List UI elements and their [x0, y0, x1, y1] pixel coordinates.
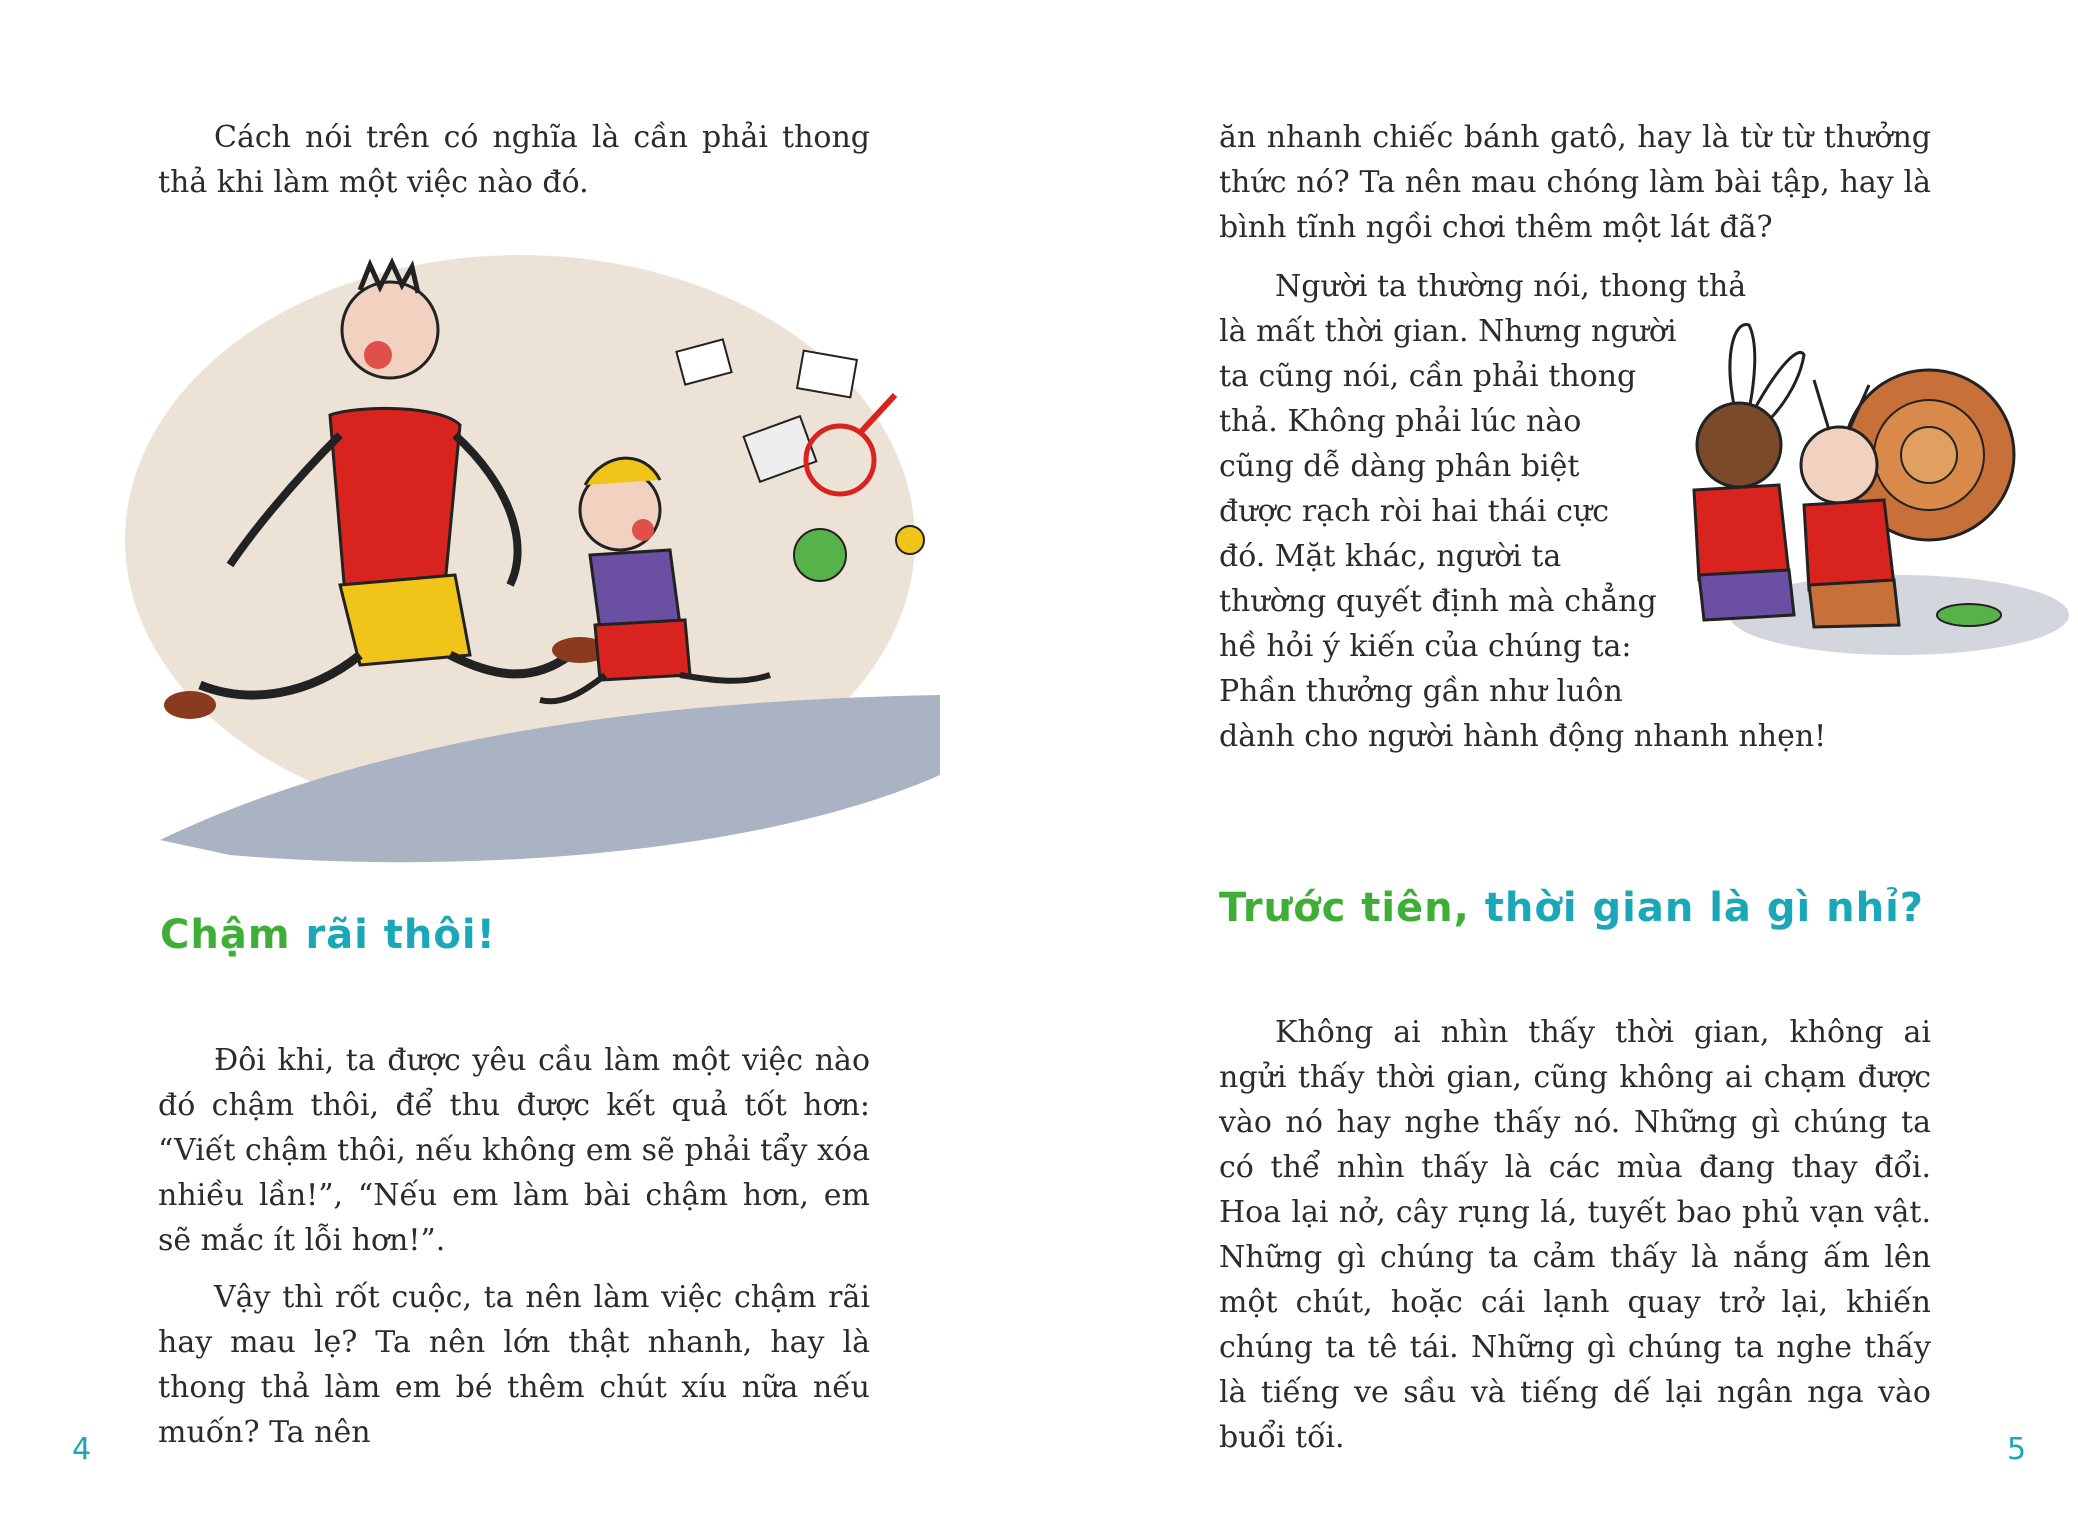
boy-shirt — [590, 550, 680, 630]
intro-paragraph: Cách nói trên có nghĩa là cần phải thong thả khi làm một việc nào đó. — [158, 120, 870, 200]
wrapped-line: là mất thời gian. Nhưng người — [1219, 314, 1677, 349]
wrapped-line: đó. Mặt khác, người ta — [1219, 539, 1562, 574]
intro-text-block — [158, 115, 870, 217]
wrapped-line: Người ta thường nói, thong thả — [1275, 269, 1747, 304]
page-number-right: 5 — [2007, 1432, 2027, 1467]
heading-tail-words: thời gian là gì nhỉ? — [1469, 885, 1924, 931]
flying-paper-2 — [797, 351, 857, 398]
flying-ball — [794, 529, 846, 581]
snail-shoe — [1937, 604, 2001, 626]
snail-shorts — [1809, 580, 1899, 627]
right-continued-paragraph: ăn nhanh chiếc bánh gatô, hay là từ từ thưởng thức nó? Ta nên mau chóng làm bài tập, hay là bình tĩnh ngồi chơi thêm một lát đã? — [1219, 120, 1931, 245]
wrapped-line: hề hỏi ý kiến của chúng ta: — [1219, 629, 1632, 664]
running-illustration — [60, 255, 960, 870]
wrapped-line: được rạch ròi hai thái cực — [1219, 494, 1609, 529]
right-page — [1039, 0, 2078, 1528]
snail-antenna-left — [1814, 380, 1829, 430]
boy-cheek — [632, 519, 654, 541]
hare-shorts — [1699, 570, 1794, 620]
boy-shorts — [595, 620, 690, 680]
heading-lead-word: Chậm — [160, 912, 291, 958]
man-shorts — [340, 575, 470, 665]
wrapped-line: thường quyết định mà chẳng — [1219, 584, 1657, 619]
man-shoe-back — [164, 691, 216, 719]
heading-tail-words: rãi thôi! — [290, 912, 496, 958]
left-body-text — [158, 1038, 870, 1467]
wrapped-line: thả. Không phải lúc nào — [1219, 404, 1582, 439]
page-number-left: 4 — [72, 1432, 92, 1467]
left-paragraph-2: Vậy thì rốt cuộc, ta nên làm việc chậm rãi hay mau lẹ? Ta nên lớn thật nhanh, hay là thong thả làm em bé thêm chút xíu nữa nếu muốn? Ta nên — [158, 1280, 870, 1450]
hare-and-snail-illustration — [1639, 315, 2069, 675]
hare-ear-left — [1730, 325, 1755, 410]
hare-figure — [1694, 325, 1804, 620]
left-paragraph-1: Đôi khi, ta được yêu cầu làm một việc nào đó chậm thôi, để thu được kết quả tốt hơn: “Viết chậm thôi, nếu không em sẽ phải tẩy xóa nhiều lần!”, “Nếu em làm bài chậm hơn, em sẽ mắc ít lỗi hơn!”. — [158, 1043, 870, 1258]
right-paragraph: Không ai nhìn thấy thời gian, không ai ngửi thấy thời gian, cũng không ai chạm được vào nó hay nghe thấy nó. Những gì chúng ta có thể nhìn thấy là các mùa đang thay đổi. Hoa lại nở, cây rụng lá, tuyết bao phủ vạn vật. Những gì chúng ta cảm thấy là nắng ấm lên một chút, hoặc cái lạnh quay trở lại, khiến chúng ta tê tái. Những gì chúng ta nghe thấy là tiếng ve sầu và tiếng dế lại ngân nga vào buổi tối. — [1219, 1015, 1931, 1455]
snail-shirt — [1804, 500, 1894, 590]
hare-head — [1697, 403, 1781, 487]
section-heading-cham-rai-thoi — [160, 912, 496, 958]
snail-head — [1801, 427, 1877, 503]
wrapped-line: Phần thưởng gần như luôn — [1219, 674, 1623, 709]
heading-lead-words: Trước tiên, — [1219, 885, 1470, 931]
right-body-text — [1219, 1010, 1931, 1472]
man-head — [342, 282, 438, 378]
man-cheek — [364, 341, 392, 369]
right-top-text — [1219, 115, 1931, 262]
man-body — [330, 408, 460, 595]
section-heading-truoc-tien — [1219, 885, 1924, 931]
flying-trophy — [896, 526, 924, 554]
wrapped-line: cũng dễ dàng phân biệt — [1219, 449, 1580, 484]
wrapped-line: dành cho người hành động nhanh nhẹn! — [1219, 719, 1827, 754]
wrapped-line: ta cũng nói, cần phải thong — [1219, 359, 1637, 394]
hare-shirt — [1694, 485, 1789, 580]
